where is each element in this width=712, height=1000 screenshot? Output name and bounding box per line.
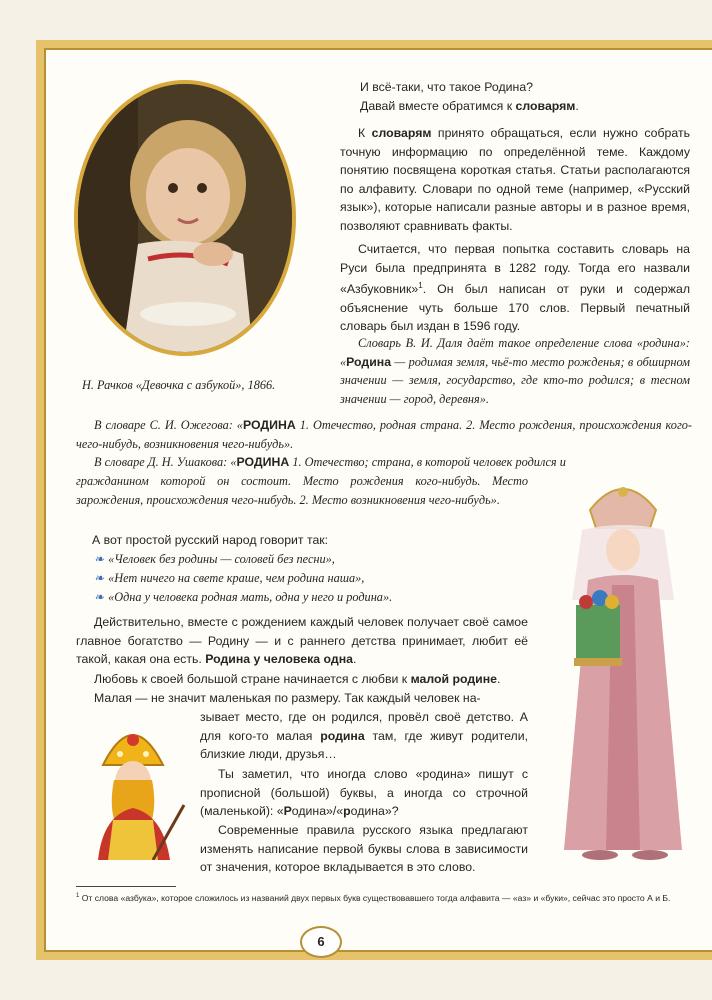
footnote: $^1$ От слова «азбука», которое сложилось из названий двух первых букв существовавшего тогда алфавита — «аз» и «буки», сейчас это просто А и Б. xyxy=(76,892,671,903)
paragraph-ozhegov: В словаре С. И. Ожегова: «РОДИНА 1. Отечество, родная страна. 2. Место рождения, происхождения кого-чего-нибудь, возникновения чего-нибудь». xyxy=(76,418,692,451)
girl-illustration xyxy=(78,84,292,352)
paragraph-dal: Словарь В. И. Даля даёт такое определение слова «родина»: «Родина — родимая земля, чьё-то место рожденья; в обширном значении — земля, государство, где кто-то родился; в тесном значении — город, деревня». xyxy=(340,336,690,406)
bullet-icon: ❧ xyxy=(94,590,105,604)
paragraph-modern-rules: Современные правила русского языка предлагают изменять написание первой буквы слова в зависимости от значения, которое вкладывается в это слово. xyxy=(200,823,528,875)
girl-kokoshnik-image xyxy=(78,710,188,860)
paragraph-ushakov-line1: В словаре Д. Н. Ушакова: «РОДИНА 1. Отечество; страна, в которой человек родился и xyxy=(94,455,566,469)
paragraph-dictionaries: К словарям принято обращаться, если нужно собрать точную информацию по определённой теме. Каждому понятию посвящена короткая статья. Статьи располагаются по алфавиту. Словари по одной теме (например, «Русский язык»), которые написали разные авторы и в разное время, позволяют сравнивать факты. xyxy=(340,126,690,233)
intro-line-2: Давай вместе обратимся к словарям. xyxy=(360,99,579,113)
portrait-image xyxy=(74,80,296,356)
portrait-caption: Н. Рачков «Девочка с азбукой», 1866. xyxy=(82,378,276,392)
woman-traditional-dress-image xyxy=(550,470,696,860)
paragraph-ushakov-rest: гражданином которой он состоит. Место рождения кого-нибудь. Место зарождения, происхождения чего-нибудь. 2. Место возникновения чего-нибудь». xyxy=(76,474,528,507)
paragraph-azbukovnik: Считается, что первая попытка составить словарь на Руси была предпринята в 1282 году. Тогда его назвали «Азбуковник»$^1$. Он был написан от руки и содержал объяснение чуть больше 170 слов. Первый печатный словарь был издан в 1596 году. xyxy=(340,242,690,334)
page-number: 6 xyxy=(300,926,342,958)
paragraph-small-homeland: Любовь к своей большой стране начинается с любви к малой родине. xyxy=(94,672,501,686)
footnote-divider xyxy=(76,886,176,887)
paragraph-small-meaning-rest: зывает место, где он родился, провёл своё детство. А для кого-то малая родина там, где живут родители, близкие люди, друзья… xyxy=(200,710,528,762)
paragraph-homeland-one: Действительно, вместе с рождением каждый человек получает своё самое главное богатство — Родину — и с раннего детства принимает, любит её такой, какая она есть. Родина у человека одна. xyxy=(76,615,528,667)
page xyxy=(58,60,698,940)
intro-line-1: И всё-таки, что такое Родина? xyxy=(360,80,533,94)
proverb-item: ❧ «Человек без родины — соловей без песни», xyxy=(94,552,335,566)
paragraph-small-meaning-line1: Малая — не значит маленькая по размеру. Так каждый человек на- xyxy=(94,691,481,705)
bullet-icon: ❧ xyxy=(94,552,105,566)
proverb-item: ❧ «Нет ничего на свете краше, чем родина наша», xyxy=(94,571,365,585)
proverbs-intro: А вот простой русский народ говорит так: xyxy=(92,533,329,547)
proverb-item: ❧ «Одна у человека родная мать, одна у него и родина». xyxy=(94,590,393,604)
bullet-icon: ❧ xyxy=(94,571,105,585)
paragraph-capital-letter: Ты заметил, что иногда слово «родина» пишут с прописной (большой) буквы, а иногда со строчной (маленькой): «Родина»/«родина»? xyxy=(200,767,528,819)
